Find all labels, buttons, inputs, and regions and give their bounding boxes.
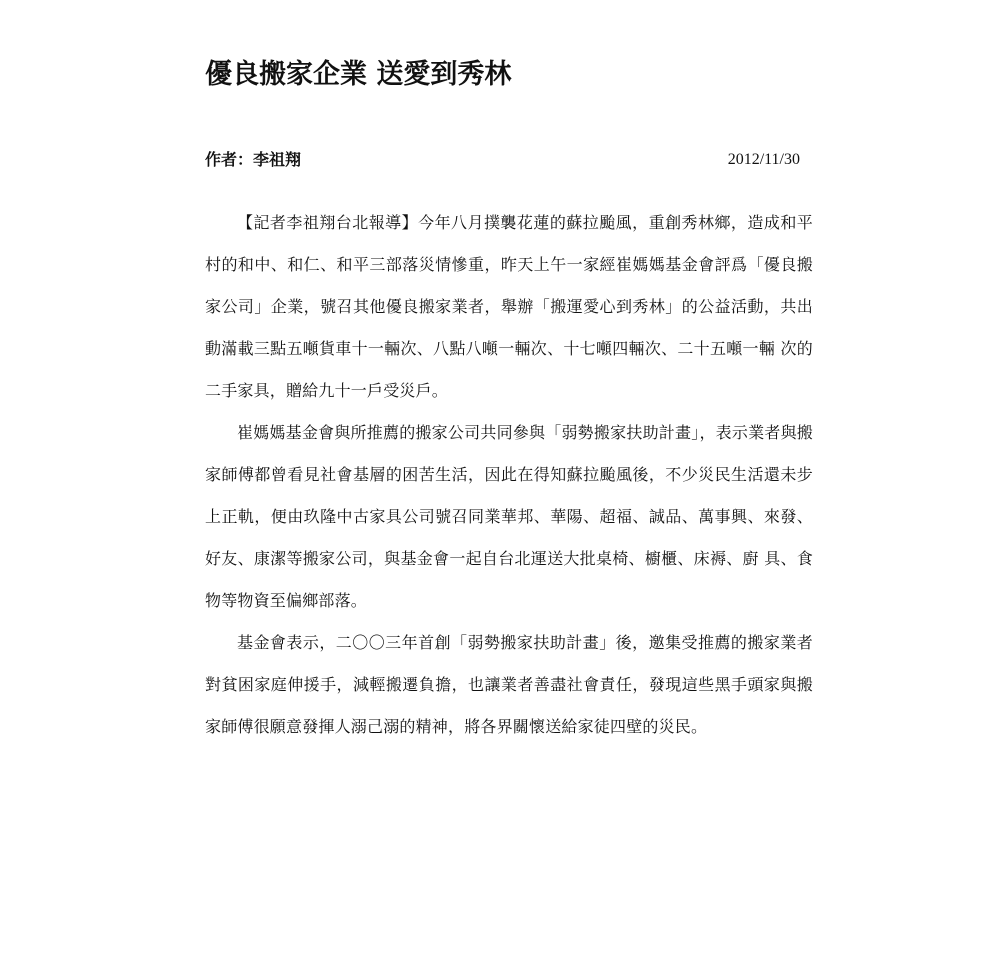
article-title: 優良搬家企業 送愛到秀林 [205, 59, 512, 90]
author-byline: 作者：李祖翔 [205, 150, 302, 169]
paragraph: 基金會表示，二〇〇三年首創「弱勢搬家扶助計畫」後，邀集受推薦的搬家業者對貧困家庭伸援手，減輕搬遷負擔，也讓業者善盡社會責任，發現這些黑手頭家與搬家師傅很願意發揮人溺己溺的精神，將各界關懷送給家徒四壁的災民。 [205, 633, 813, 736]
article-body [205, 202, 813, 748]
paragraph: 【記者李祖翔台北報導】今年八月撲襲花蓮的蘇拉颱風，重創秀林鄉，造成和平村的和中、和仁、和平三部落災情慘重，昨天上午一家經崔媽媽基金會評爲「優良搬 家公司」企業，號召其他優良搬家業者，舉辦「搬運愛心到秀林」的公益活動，共出動滿載三點五噸貨車十一輛次、八點八噸一輛次、十七噸四輛次、二十五噸一輛 次的二手家具，贈給九十一戶受災戶。 [205, 213, 813, 400]
publish-date: 2012/11/30 [727, 151, 800, 168]
paragraph: 崔媽媽基金會與所推薦的搬家公司共同參與「弱勢搬家扶助計畫」，表示業者與搬家師傅都曾看見社會基層的困苦生活，因此在得知蘇拉颱風後，不少災民生活還未步上正軌，便由玖隆中古家具公司號召同業華邦、華陽、超福、誠品、萬事興、來發、好友、康潔等搬家公司，與基金會一起自台北運送大批桌椅、櫥櫃、床褥、廚 具、食物等物資至偏鄉部落。 [205, 423, 813, 610]
article-meta [205, 148, 800, 172]
